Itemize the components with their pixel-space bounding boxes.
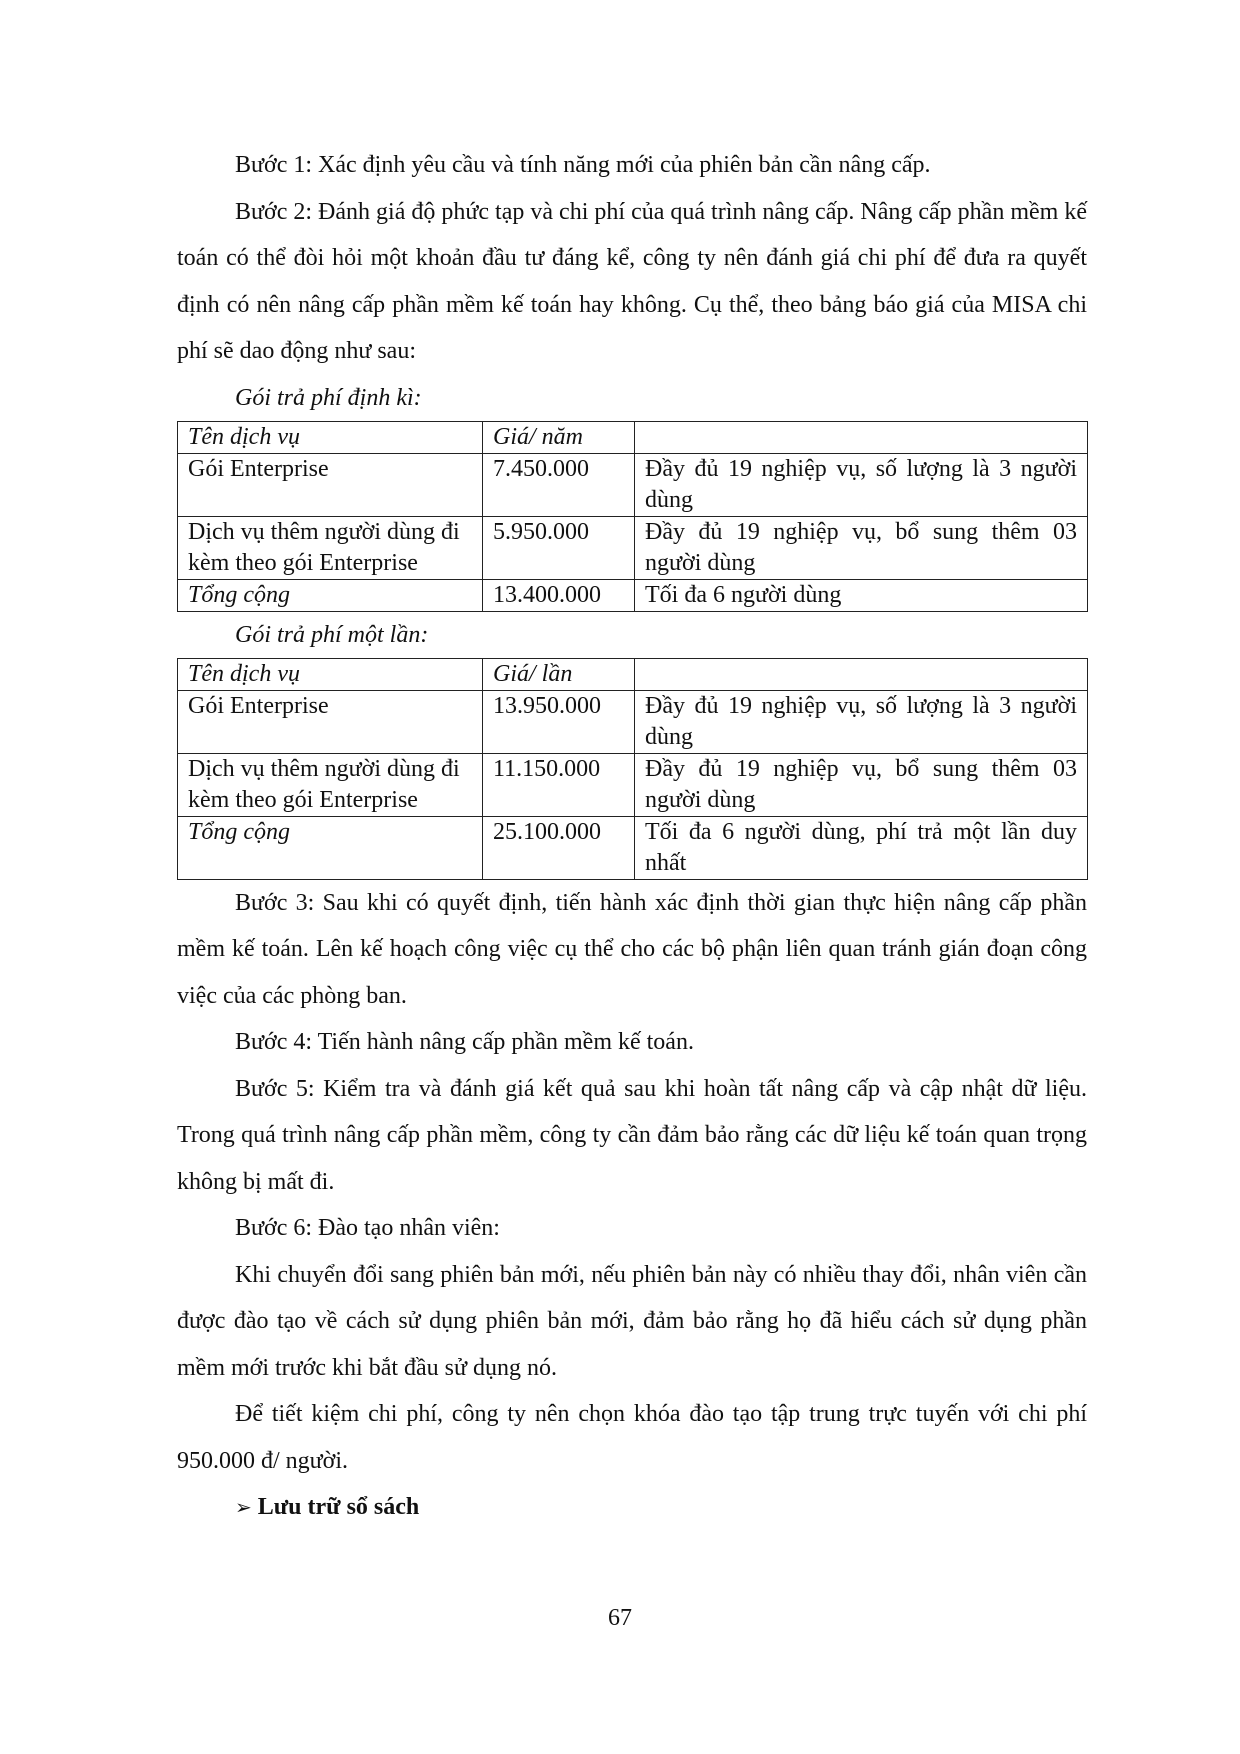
- page-number: 67: [608, 1605, 632, 1631]
- table2-caption: Gói trả phí một lần:: [235, 621, 429, 648]
- arrow-bullet-icon: ➢: [235, 1495, 252, 1519]
- cell-price: 11.150.000: [483, 753, 635, 816]
- section-heading: [177, 1484, 1087, 1530]
- header-price: Giá/ lần: [483, 658, 635, 690]
- cell-service-name: Gói Enterprise: [178, 690, 483, 753]
- paragraph-step-4: Bước 4: Tiến hành nâng cấp phần mềm kế toán.: [235, 1029, 694, 1055]
- table-row: [178, 579, 1088, 611]
- table-row: [178, 421, 1088, 453]
- paragraph-step-1: Bước 1: Xác định yêu cầu và tính năng mới của phiên bản cần nâng cấp.: [235, 152, 931, 178]
- paragraph-training-cost: Để tiết kiệm chi phí, công ty nên chọn khóa đào tạo tập trung trực tuyến với chi phí 950.000 đ/ người.: [177, 1401, 1087, 1474]
- cell-service-name: Dịch vụ thêm người dùng đi kèm theo gói Enterprise: [178, 753, 483, 816]
- cell-description: Đầy đủ 19 nghiệp vụ, bổ sung thêm 03 người dùng: [635, 516, 1088, 579]
- table-row: [178, 816, 1088, 879]
- table1-caption: Gói trả phí định kì:: [235, 384, 422, 411]
- cell-description: Đầy đủ 19 nghiệp vụ, số lượng là 3 người dùng: [635, 690, 1088, 753]
- cell-service-name: Dịch vụ thêm người dùng đi kèm theo gói Enterprise: [178, 516, 483, 579]
- paragraph-step-5: Bước 5: Kiểm tra và đánh giá kết quả sau khi hoàn tất nâng cấp và cập nhật dữ liệu. Trong quá trình nâng cấp phần mềm, công ty cần đảm bảo rằng các dữ liệu kế toán quan trọng không bị mất đi.: [177, 1075, 1087, 1195]
- table-row: [178, 690, 1088, 753]
- header-description: [635, 421, 1088, 453]
- cell-total-label: Tổng cộng: [178, 816, 483, 879]
- paragraph-step-6: Bước 6: Đào tạo nhân viên:: [235, 1215, 500, 1241]
- header-service-name: Tên dịch vụ: [178, 658, 483, 690]
- cell-service-name: Gói Enterprise: [178, 453, 483, 516]
- paragraph-training-detail: Khi chuyển đổi sang phiên bản mới, nếu phiên bản này có nhiều thay đổi, nhân viên cần được đào tạo về cách sử dụng phiên bản mới, đảm bảo rằng họ đã hiểu cách sử dụng phần mềm mới trước khi bắt đầu sử dụng nó.: [177, 1261, 1087, 1381]
- cell-price: 5.950.000: [483, 516, 635, 579]
- paragraph-step-2: Bước 2: Đánh giá độ phức tạp và chi phí của quá trình nâng cấp. Nâng cấp phần mềm kế toán có thể đòi hỏi một khoản đầu tư đáng kể, công ty nên đánh giá chi phí để đưa ra quyết định có nên nâng cấp phần mềm kế toán hay không. Cụ thể, theo bảng báo giá của MISA chi phí sẽ dao động như sau:: [177, 198, 1087, 364]
- cell-description: Đầy đủ 19 nghiệp vụ, bổ sung thêm 03 người dùng: [635, 753, 1088, 816]
- cell-total-label: Tổng cộng: [178, 579, 483, 611]
- page-content: [177, 142, 1087, 1530]
- cell-description: Đầy đủ 19 nghiệp vụ, số lượng là 3 người dùng: [635, 453, 1088, 516]
- table-row: [178, 753, 1088, 816]
- cell-total-price: 13.400.000: [483, 579, 635, 611]
- cell-total-description: Tối đa 6 người dùng: [635, 579, 1088, 611]
- header-description: [635, 658, 1088, 690]
- header-service-name: Tên dịch vụ: [178, 421, 483, 453]
- table-periodic-pricing: [177, 421, 1088, 612]
- section-heading-text: Lưu trữ sổ sách: [257, 1494, 420, 1520]
- table-row: [178, 516, 1088, 579]
- paragraph-step-3: Bước 3: Sau khi có quyết định, tiến hành xác định thời gian thực hiện nâng cấp phần mềm kế toán. Lên kế hoạch công việc cụ thể cho các bộ phận liên quan tránh gián đoạn công việc của các phòng ban.: [177, 889, 1087, 1009]
- table-row: [178, 453, 1088, 516]
- cell-price: 13.950.000: [483, 690, 635, 753]
- cell-total-price: 25.100.000: [483, 816, 635, 879]
- table-one-time-pricing: [177, 658, 1088, 880]
- cell-total-description: Tối đa 6 người dùng, phí trả một lần duy nhất: [635, 816, 1088, 879]
- paragraphs-after-tables: [177, 880, 1087, 1485]
- header-price: Giá/ năm: [483, 421, 635, 453]
- table-row: [178, 658, 1088, 690]
- cell-price: 7.450.000: [483, 453, 635, 516]
